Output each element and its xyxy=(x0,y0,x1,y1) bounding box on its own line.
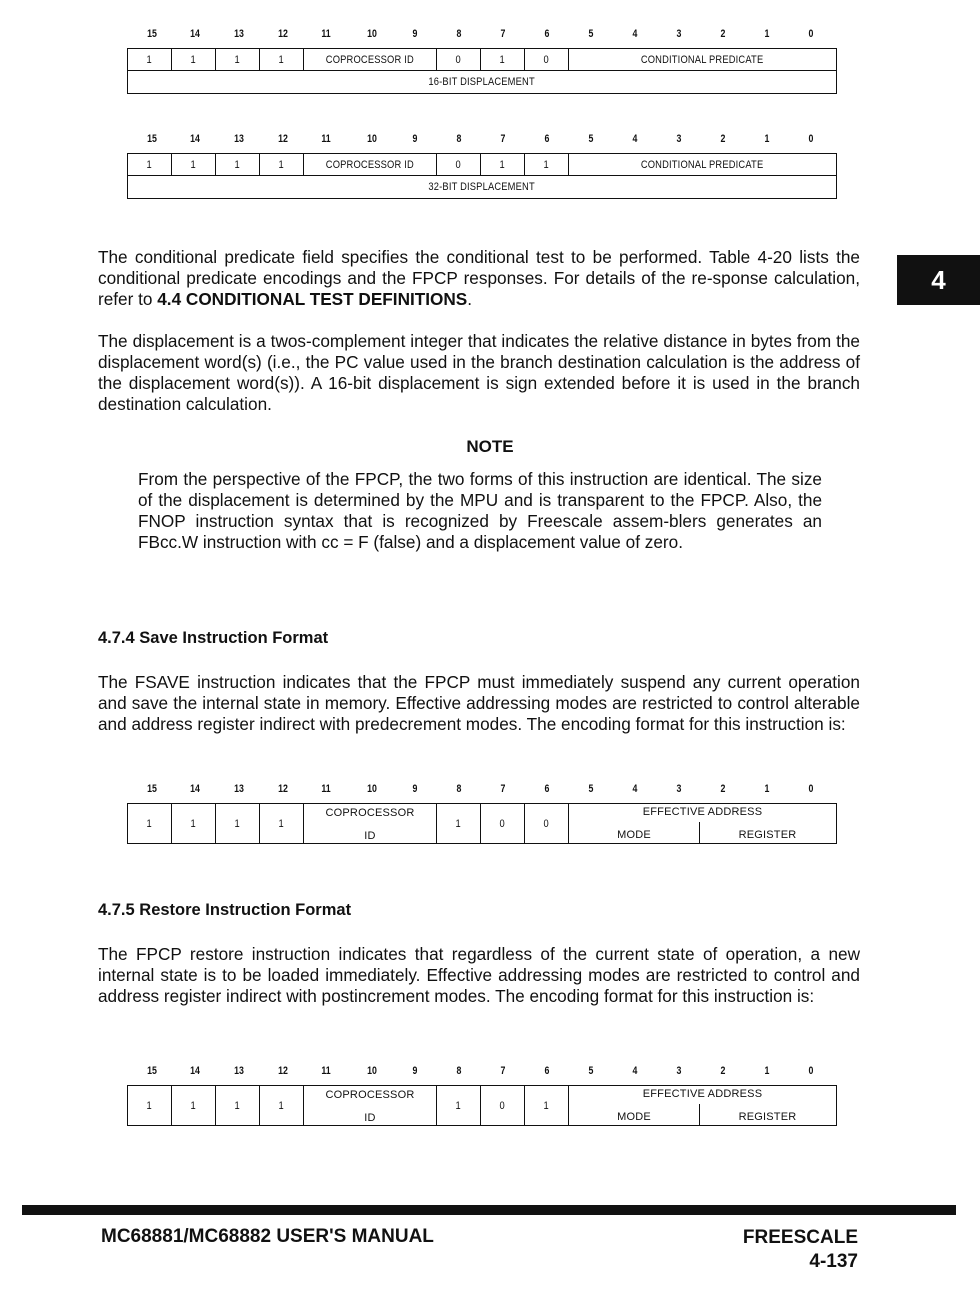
bit-number-10: 10 xyxy=(367,133,377,145)
bit-numbers-row xyxy=(127,783,837,797)
note-title: NOTE xyxy=(466,437,514,456)
coprocessor-id-field: COPROCESSOR ID xyxy=(303,48,437,71)
bit-number-12: 12 xyxy=(278,1065,288,1077)
bit-number-13: 13 xyxy=(234,1065,244,1077)
footer-brand: FREESCALE xyxy=(742,1227,858,1248)
footer-page-number: 4-137 xyxy=(809,1251,858,1272)
paragraph-conditional-predicate: The conditional predicate field specifies the conditional test to be performed. Table 4-20 lists the conditional predicate encodings and the FPCP responses. For details of the re-sponse calculation, refer to 4.4 CONDITIONAL TEST DEFINITIONS. xyxy=(98,247,860,309)
bit-number-1: 1 xyxy=(764,1065,770,1077)
bit-number-15: 15 xyxy=(147,133,157,145)
bit-8-cell: 1 xyxy=(436,803,481,844)
bit-number-4: 4 xyxy=(632,1065,638,1077)
fbcc16-diagram xyxy=(127,28,837,96)
bit-number-12: 12 xyxy=(278,133,288,145)
bit-number-1: 1 xyxy=(764,783,770,795)
coprocessor-id-field: COPROCESSOR ID xyxy=(303,153,437,176)
bit-number-11: 11 xyxy=(321,1065,331,1077)
effective-address-field: EFFECTIVE ADDRESS MODE REGISTER xyxy=(568,803,837,844)
conditional-predicate-field: CONDITIONAL PREDICATE xyxy=(568,48,837,71)
bit-number-2: 2 xyxy=(720,133,726,145)
bit-13-cell: 1 xyxy=(215,153,260,176)
bit-number-9: 9 xyxy=(412,28,418,40)
bit-15-cell: 1 xyxy=(127,48,172,71)
bit-12-cell: 1 xyxy=(259,1085,304,1126)
restore-heading: 4.7.5 Restore Instruction Format xyxy=(98,901,352,919)
fbcc32-diagram xyxy=(127,133,837,201)
bit-number-0: 0 xyxy=(808,1065,814,1077)
conditional-predicate-field: CONDITIONAL PREDICATE xyxy=(568,153,837,176)
bit-number-0: 0 xyxy=(808,783,814,795)
bit-number-8: 8 xyxy=(456,133,462,145)
bit-6-cell: 0 xyxy=(524,48,569,71)
save-heading: 4.7.4 Save Instruction Format xyxy=(98,629,329,647)
bit-13-cell: 1 xyxy=(215,803,260,844)
displacement-field: 32-BIT DISPLACEMENT xyxy=(127,175,837,199)
bit-number-10: 10 xyxy=(367,28,377,40)
coprocessor-id-field: COPROCESSOR ID xyxy=(303,803,437,844)
footer-manual-title: MC68881/MC68882 USER'S MANUAL xyxy=(101,1226,434,1247)
bit-8-cell: 1 xyxy=(436,1085,481,1126)
bit-number-1: 1 xyxy=(764,133,770,145)
bit-12-cell: 1 xyxy=(259,803,304,844)
bit-number-3: 3 xyxy=(676,133,682,145)
bit-15-cell: 1 xyxy=(127,1085,172,1126)
bit-number-4: 4 xyxy=(632,783,638,795)
bit-number-0: 0 xyxy=(808,28,814,40)
frestore-diagram xyxy=(127,1065,837,1127)
bit-number-13: 13 xyxy=(234,133,244,145)
bit-number-12: 12 xyxy=(278,28,288,40)
displacement-field: 16-BIT DISPLACEMENT xyxy=(127,70,837,94)
bit-number-5: 5 xyxy=(588,133,594,145)
paragraph-displacement: The displacement is a twos-complement integer that indicates the relative distance in bytes from the displacement word(s) (i.e., the PC value used in the branch destination calculation is the address of the displacement word(s)). A 16-bit displacement is sign extended before it is used in the branch destination calculation. xyxy=(98,331,860,414)
bit-14-cell: 1 xyxy=(171,153,216,176)
bit-6-cell: 0 xyxy=(524,803,569,844)
bit-number-1: 1 xyxy=(764,28,770,40)
bit-number-7: 7 xyxy=(500,1065,506,1077)
bit-14-cell: 1 xyxy=(171,803,216,844)
bit-number-0: 0 xyxy=(808,133,814,145)
bit-number-5: 5 xyxy=(588,783,594,795)
bit-7-cell: 1 xyxy=(480,48,525,71)
bit-number-11: 11 xyxy=(321,783,331,795)
bit-number-5: 5 xyxy=(588,1065,594,1077)
footer-right-block xyxy=(743,1226,858,1274)
coprocessor-id-field: COPROCESSOR ID xyxy=(303,1085,437,1126)
bit-8-cell: 0 xyxy=(436,48,481,71)
effective-address-field: EFFECTIVE ADDRESS MODE REGISTER xyxy=(568,1085,837,1126)
footer-rule xyxy=(22,1205,956,1215)
bit-number-3: 3 xyxy=(676,783,682,795)
bit-7-cell: 0 xyxy=(480,1085,525,1126)
bit-number-10: 10 xyxy=(367,1065,377,1077)
bit-number-2: 2 xyxy=(720,28,726,40)
bit-number-10: 10 xyxy=(367,783,377,795)
bit-number-14: 14 xyxy=(190,783,200,795)
bit-number-15: 15 xyxy=(147,783,157,795)
bit-number-7: 7 xyxy=(500,783,506,795)
bit-number-8: 8 xyxy=(456,1065,462,1077)
bit-13-cell: 1 xyxy=(215,1085,260,1126)
note-text: From the perspective of the FPCP, the two forms of this instruction are identical. The size of the displacement is determined by the MPU and is transparent to the FPCP. Also, the FNOP instruction syntax that is recognized by Freescale assem-blers generates an FBcc.W instruction with cc = F (false) and a displacement value of zero. xyxy=(138,469,822,552)
bit-number-9: 9 xyxy=(412,1065,418,1077)
fsave-diagram xyxy=(127,783,837,845)
bit-number-9: 9 xyxy=(412,783,418,795)
bit-number-6: 6 xyxy=(544,28,550,40)
bit-number-3: 3 xyxy=(676,1065,682,1077)
bit-12-cell: 1 xyxy=(259,153,304,176)
bit-number-13: 13 xyxy=(234,783,244,795)
bit-number-4: 4 xyxy=(632,28,638,40)
bit-6-cell: 1 xyxy=(524,153,569,176)
bit-number-9: 9 xyxy=(412,133,418,145)
bit-number-14: 14 xyxy=(190,133,200,145)
bit-8-cell: 0 xyxy=(436,153,481,176)
bit-15-cell: 1 xyxy=(127,153,172,176)
chapter-tab: 4 xyxy=(897,255,980,305)
bit-7-cell: 0 xyxy=(480,803,525,844)
bit-number-2: 2 xyxy=(720,1065,726,1077)
save-description: The FSAVE instruction indicates that the FPCP must immediately suspend any current operation and save the internal state in memory. Effective addressing modes are restricted to control alterable and address register indirect with predecrement modes. The encoding format for this instruction is: xyxy=(98,672,860,734)
bit-numbers-row xyxy=(127,28,837,42)
bit-number-6: 6 xyxy=(544,1065,550,1077)
bit-number-14: 14 xyxy=(190,1065,200,1077)
bit-number-7: 7 xyxy=(500,28,506,40)
bit-7-cell: 1 xyxy=(480,153,525,176)
bit-number-4: 4 xyxy=(632,133,638,145)
restore-description: The FPCP restore instruction indicates that regardless of the current state of operation, a new internal state is to be loaded immediately. Effective addressing modes are restricted to control and address register indirect with postincrement modes. The encoding format for this instruction is: xyxy=(98,944,860,1006)
bit-numbers-row xyxy=(127,1065,837,1079)
bit-number-11: 11 xyxy=(321,28,331,40)
bit-number-2: 2 xyxy=(720,783,726,795)
bit-number-12: 12 xyxy=(278,783,288,795)
bit-14-cell: 1 xyxy=(171,1085,216,1126)
bit-number-3: 3 xyxy=(676,28,682,40)
bit-number-15: 15 xyxy=(147,28,157,40)
bit-number-15: 15 xyxy=(147,1065,157,1077)
bit-number-6: 6 xyxy=(544,783,550,795)
bit-6-cell: 1 xyxy=(524,1085,569,1126)
bit-14-cell: 1 xyxy=(171,48,216,71)
bit-number-5: 5 xyxy=(588,28,594,40)
bit-number-6: 6 xyxy=(544,133,550,145)
bit-number-8: 8 xyxy=(456,783,462,795)
bit-15-cell: 1 xyxy=(127,803,172,844)
bit-13-cell: 1 xyxy=(215,48,260,71)
bit-number-13: 13 xyxy=(234,28,244,40)
bit-number-8: 8 xyxy=(456,28,462,40)
bit-number-7: 7 xyxy=(500,133,506,145)
bit-numbers-row xyxy=(127,133,837,147)
bit-number-14: 14 xyxy=(190,28,200,40)
bit-12-cell: 1 xyxy=(259,48,304,71)
bit-number-11: 11 xyxy=(321,133,331,145)
